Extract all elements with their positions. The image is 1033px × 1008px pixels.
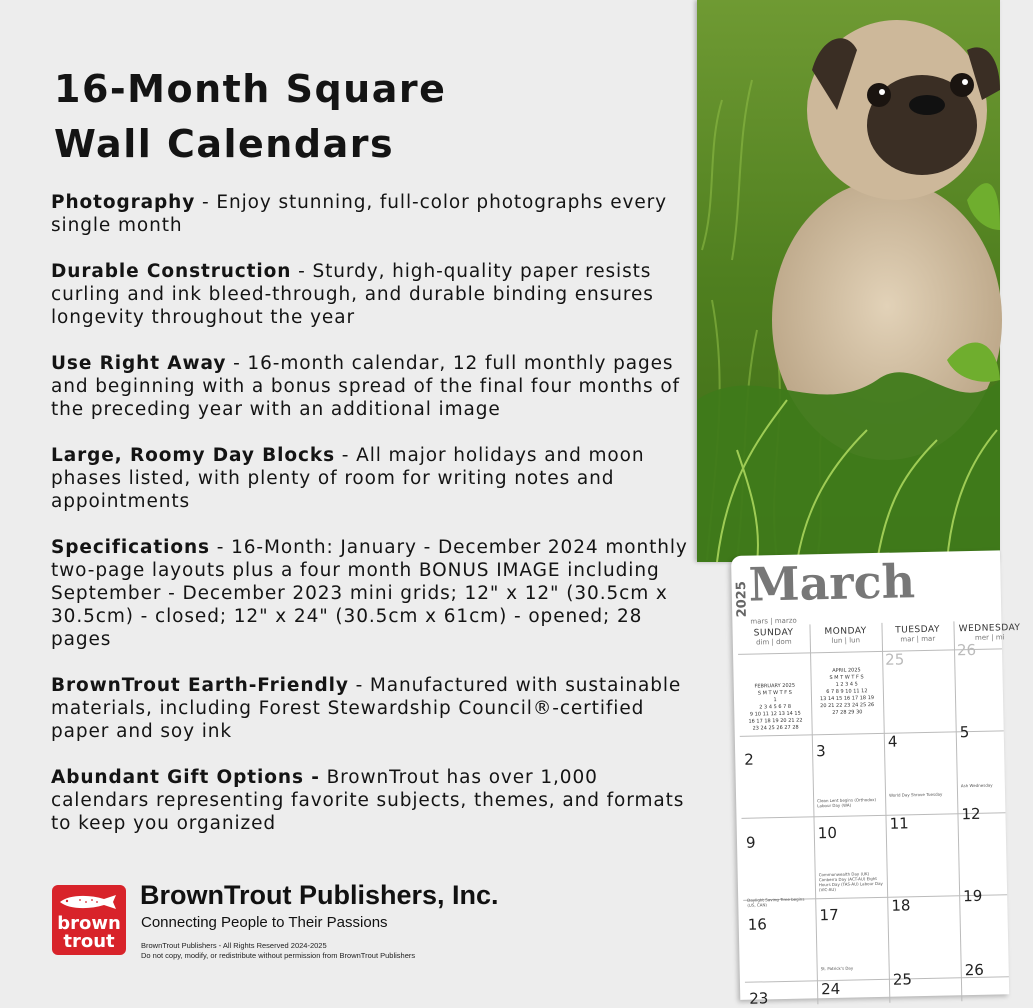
date-cell: 4 <box>887 732 898 751</box>
calendar-month: March <box>748 554 916 612</box>
date-cell: 2 <box>744 750 755 769</box>
feature-text: - Enjoy stunning, full-color photographs every single month <box>51 192 668 236</box>
holiday-note: Daylight Saving Time begins (US, CAN) <box>747 896 805 908</box>
date-cell: 18 <box>891 896 911 915</box>
mini-grid: S M T W T F S 1 2 3 4 5 6 7 8 9 10 11 12 13 14 15 16 17 18 19 20 21 22 23 24 25 26 27 28 29 30 <box>819 674 875 716</box>
day-name: MONDAY <box>824 626 867 638</box>
date-cell: 19 <box>962 886 983 906</box>
mini-title: APRIL 2025 <box>832 667 861 674</box>
grid-line <box>881 623 890 1003</box>
feature-item <box>51 191 691 237</box>
holiday-note: World Day Shrove Tuesday <box>888 791 943 798</box>
date-cell: 25 <box>885 650 905 669</box>
feature-item <box>51 260 691 329</box>
mini-grid: S M T W T F S 1 2 3 4 5 6 7 8 9 10 11 12 13 14 15 16 17 18 19 20 21 22 23 24 25 26 27 28 <box>748 689 803 732</box>
day-name: TUESDAY <box>895 624 941 636</box>
logo-text-brown: brown <box>57 913 121 934</box>
date-cell: 25 <box>892 970 913 989</box>
date-cell: 12 <box>961 804 981 824</box>
date-cell: 26 <box>964 960 985 980</box>
day-header-wednesday <box>953 623 1025 643</box>
feature-text: - Manufactured with sustainable materials, including Forest Stewardship Council®-certified paper and soy ink <box>51 675 682 742</box>
feature-title: Specifications <box>51 537 210 558</box>
feature-text: - Sturdy, high-quality paper resists curling and ink bleed-through, and durable binding ensures longevity throughout the year <box>51 261 654 328</box>
feature-title: BrownTrout Earth-Friendly <box>51 675 349 696</box>
date-cell: 24 <box>820 979 841 999</box>
feature-title: Photography <box>51 192 196 213</box>
date-cell: 16 <box>747 915 768 934</box>
date-cell: 10 <box>817 823 838 843</box>
feature-title: Large, Roomy Day Blocks <box>51 445 335 466</box>
date-cell: 17 <box>819 905 839 925</box>
mini-calendar-february <box>743 682 808 732</box>
day-name: WEDNESDAY <box>958 622 1021 635</box>
pug-image <box>697 0 1000 562</box>
day-sub: dim | dom <box>755 637 792 647</box>
feature-item <box>51 766 691 835</box>
feature-item <box>51 536 691 651</box>
title-line-1: 16-Month Square <box>54 67 447 111</box>
day-name: SUNDAY <box>753 627 794 639</box>
feature-item <box>51 674 691 743</box>
browntrout-logo <box>52 885 126 955</box>
march-calendar-page <box>731 550 1021 1008</box>
holiday-note: Commonwealth Day (UK) Canberra Day (ACT-AU) Eight Hours Day (TAS-AU) Labour Day (VIC-AU) <box>818 871 883 893</box>
date-cell: 9 <box>745 833 756 852</box>
publisher-name: BrownTrout Publishers, Inc. <box>140 880 499 910</box>
date-cell: 3 <box>815 742 826 761</box>
mini-calendar-april <box>814 667 879 717</box>
holiday-note: Ash Wednesday <box>960 782 993 789</box>
feature-title: Use Right Away <box>51 353 227 374</box>
feature-text: - All major holidays and moon phases listed, with plenty of room for writing notes and appointments <box>51 445 645 512</box>
mini-title: FEBRUARY 2025 <box>754 682 796 690</box>
date-cell: 5 <box>959 723 970 742</box>
day-header-monday <box>810 626 882 646</box>
page-title <box>54 62 446 172</box>
day-sub: mer | mi <box>974 633 1005 642</box>
day-header-tuesday <box>881 624 953 644</box>
calendar-year: 2025 <box>734 581 750 618</box>
feature-list <box>51 191 691 858</box>
legal-line-1: BrownTrout Publishers - All Rights Reserved 2024-2025 <box>141 941 327 950</box>
day-sub: mar | mar <box>900 634 936 644</box>
holiday-note: Clean Lent begins (Orthodox) Labour Day (WA) <box>817 797 877 809</box>
publisher-legal <box>141 941 415 961</box>
holiday-note: St. Patrick's Day <box>820 965 854 972</box>
logo-text-trout: trout <box>63 931 115 952</box>
title-line-2: Wall Calendars <box>54 122 395 166</box>
pug-photo <box>697 0 1000 562</box>
publisher-tagline: Connecting People to Their Passions <box>141 914 388 931</box>
date-cell: 26 <box>956 640 977 660</box>
day-sub: lun | lun <box>831 636 861 645</box>
day-header-sunday <box>738 627 810 647</box>
date-cell: 23 <box>749 989 769 1008</box>
feature-title: Durable Construction <box>51 261 292 282</box>
feature-text: BrownTrout has over 1,000 calendars representing favorite subjects, themes, and formats to keep you organized <box>51 767 685 834</box>
feature-text: - 16-month calendar, 12 full monthly pages and beginning with a bonus spread of the final four months of the preceding year with an additional image <box>51 353 680 420</box>
trout-icon <box>58 893 120 911</box>
legal-line-2: Do not copy, modify, or redistribute without permission from BrownTrout Publishers <box>141 951 416 960</box>
feature-text: - 16-Month: January - December 2024 monthly two-page layouts plus a four month BONUS IMAGE including September - December 2023 mini grids; 12" x 12" (30.5cm x 30.5cm) - closed; 12" x 24" (30.5cm x 61cm) - opened; 28 pages <box>51 537 688 650</box>
feature-item <box>51 444 691 513</box>
feature-title: Abundant Gift Options - <box>51 767 320 788</box>
date-cell: 11 <box>889 814 909 833</box>
calendar-month-sub: mars | marzo <box>750 616 797 626</box>
feature-item <box>51 352 691 421</box>
